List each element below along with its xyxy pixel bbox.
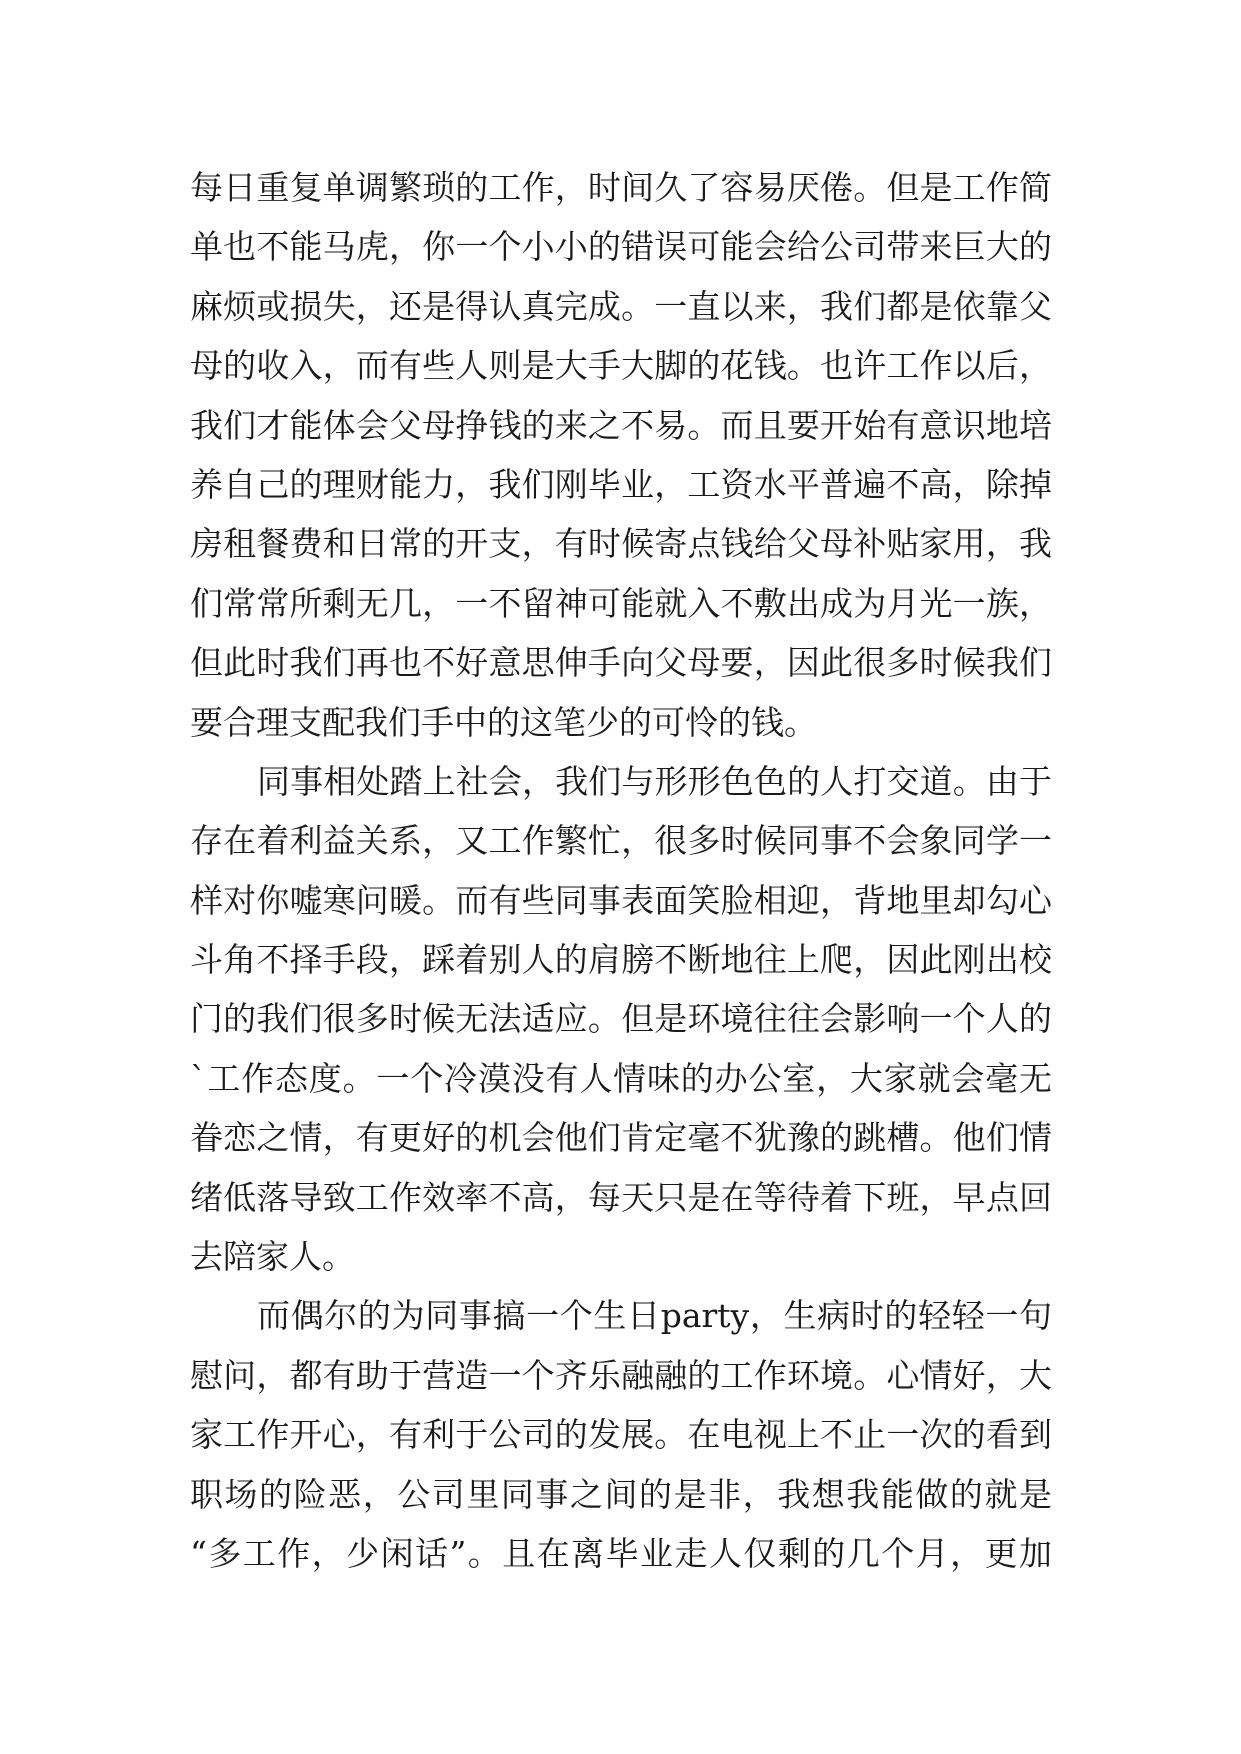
- body-text: [190, 158, 1052, 1583]
- text-line: 房租餐费和日常的开支，有时候寄点钱给父母补贴家用，我: [190, 524, 1052, 564]
- text-line: 单也不能马虎，你一个小小的错误可能会给公司带来巨大的: [190, 227, 1052, 267]
- text-line: 我们才能体会父母挣钱的来之不易。而且要开始有意识地培: [190, 405, 1052, 445]
- text-line: 职场的险恶，公司里同事之间的是非，我想我能做的就是: [190, 1474, 1052, 1514]
- text-line: 慰问，都有助于营造一个齐乐融融的工作环境。心情好，大: [190, 1355, 1052, 1395]
- text-line: 同事相处踏上社会，我们与形形色色的人打交道。由于: [257, 761, 1052, 801]
- text-line: 存在着利益关系，又工作繁忙，很多时候同事不会象同学一: [190, 821, 1052, 861]
- text-line: 要合理支配我们手中的这笔少的可怜的钱。: [190, 702, 817, 742]
- text-line: 但此时我们再也不好意思伸手向父母要，因此很多时候我们: [190, 643, 1052, 683]
- text-line: 眷恋之情，有更好的机会他们肯定毫不犹豫的跳槽。他们情: [190, 1118, 1052, 1158]
- text-line: 家工作开心，有利于公司的发展。在电视上不止一次的看到: [190, 1415, 1052, 1455]
- text-line: 门的我们很多时候无法适应。但是环境往往会影响一个人的: [190, 999, 1052, 1039]
- text-line: `工作态度。一个冷漠没有人情味的办公室，大家就会毫无: [190, 1058, 1052, 1098]
- text-line: 每日重复单调繁琐的工作，时间久了容易厌倦。但是工作简: [190, 168, 1052, 207]
- text-line: 斗角不择手段，踩着别人的肩膀不断地往上爬，因此刚出校: [190, 940, 1052, 980]
- text-line: “多工作，少闲话”。且在离毕业走人仅剩的几个月，更加: [190, 1533, 1052, 1573]
- text-line: 麻烦或损失，还是得认真完成。一直以来，我们都是依靠父: [190, 286, 1052, 326]
- text-line: 母的收入，而有些人则是大手大脚的花钱。也许工作以后，: [190, 346, 1052, 386]
- text-line: 而偶尔的为同事搞一个生日party，生病时的轻轻一句: [257, 1296, 1052, 1336]
- text-line: 养自己的理财能力，我们刚毕业，工资水平普遍不高，除掉: [190, 464, 1052, 504]
- text-line: 样对你嘘寒问暖。而有些同事表面笑脸相迎，背地里却勾心: [190, 880, 1052, 920]
- text-line: 去陪家人。: [190, 1237, 355, 1277]
- text-line: 们常常所剩无几，一不留神可能就入不敷出成为月光一族，: [190, 583, 1052, 623]
- text-line: 绪低落导致工作效率不高，每天只是在等待着下班，早点回: [190, 1177, 1052, 1217]
